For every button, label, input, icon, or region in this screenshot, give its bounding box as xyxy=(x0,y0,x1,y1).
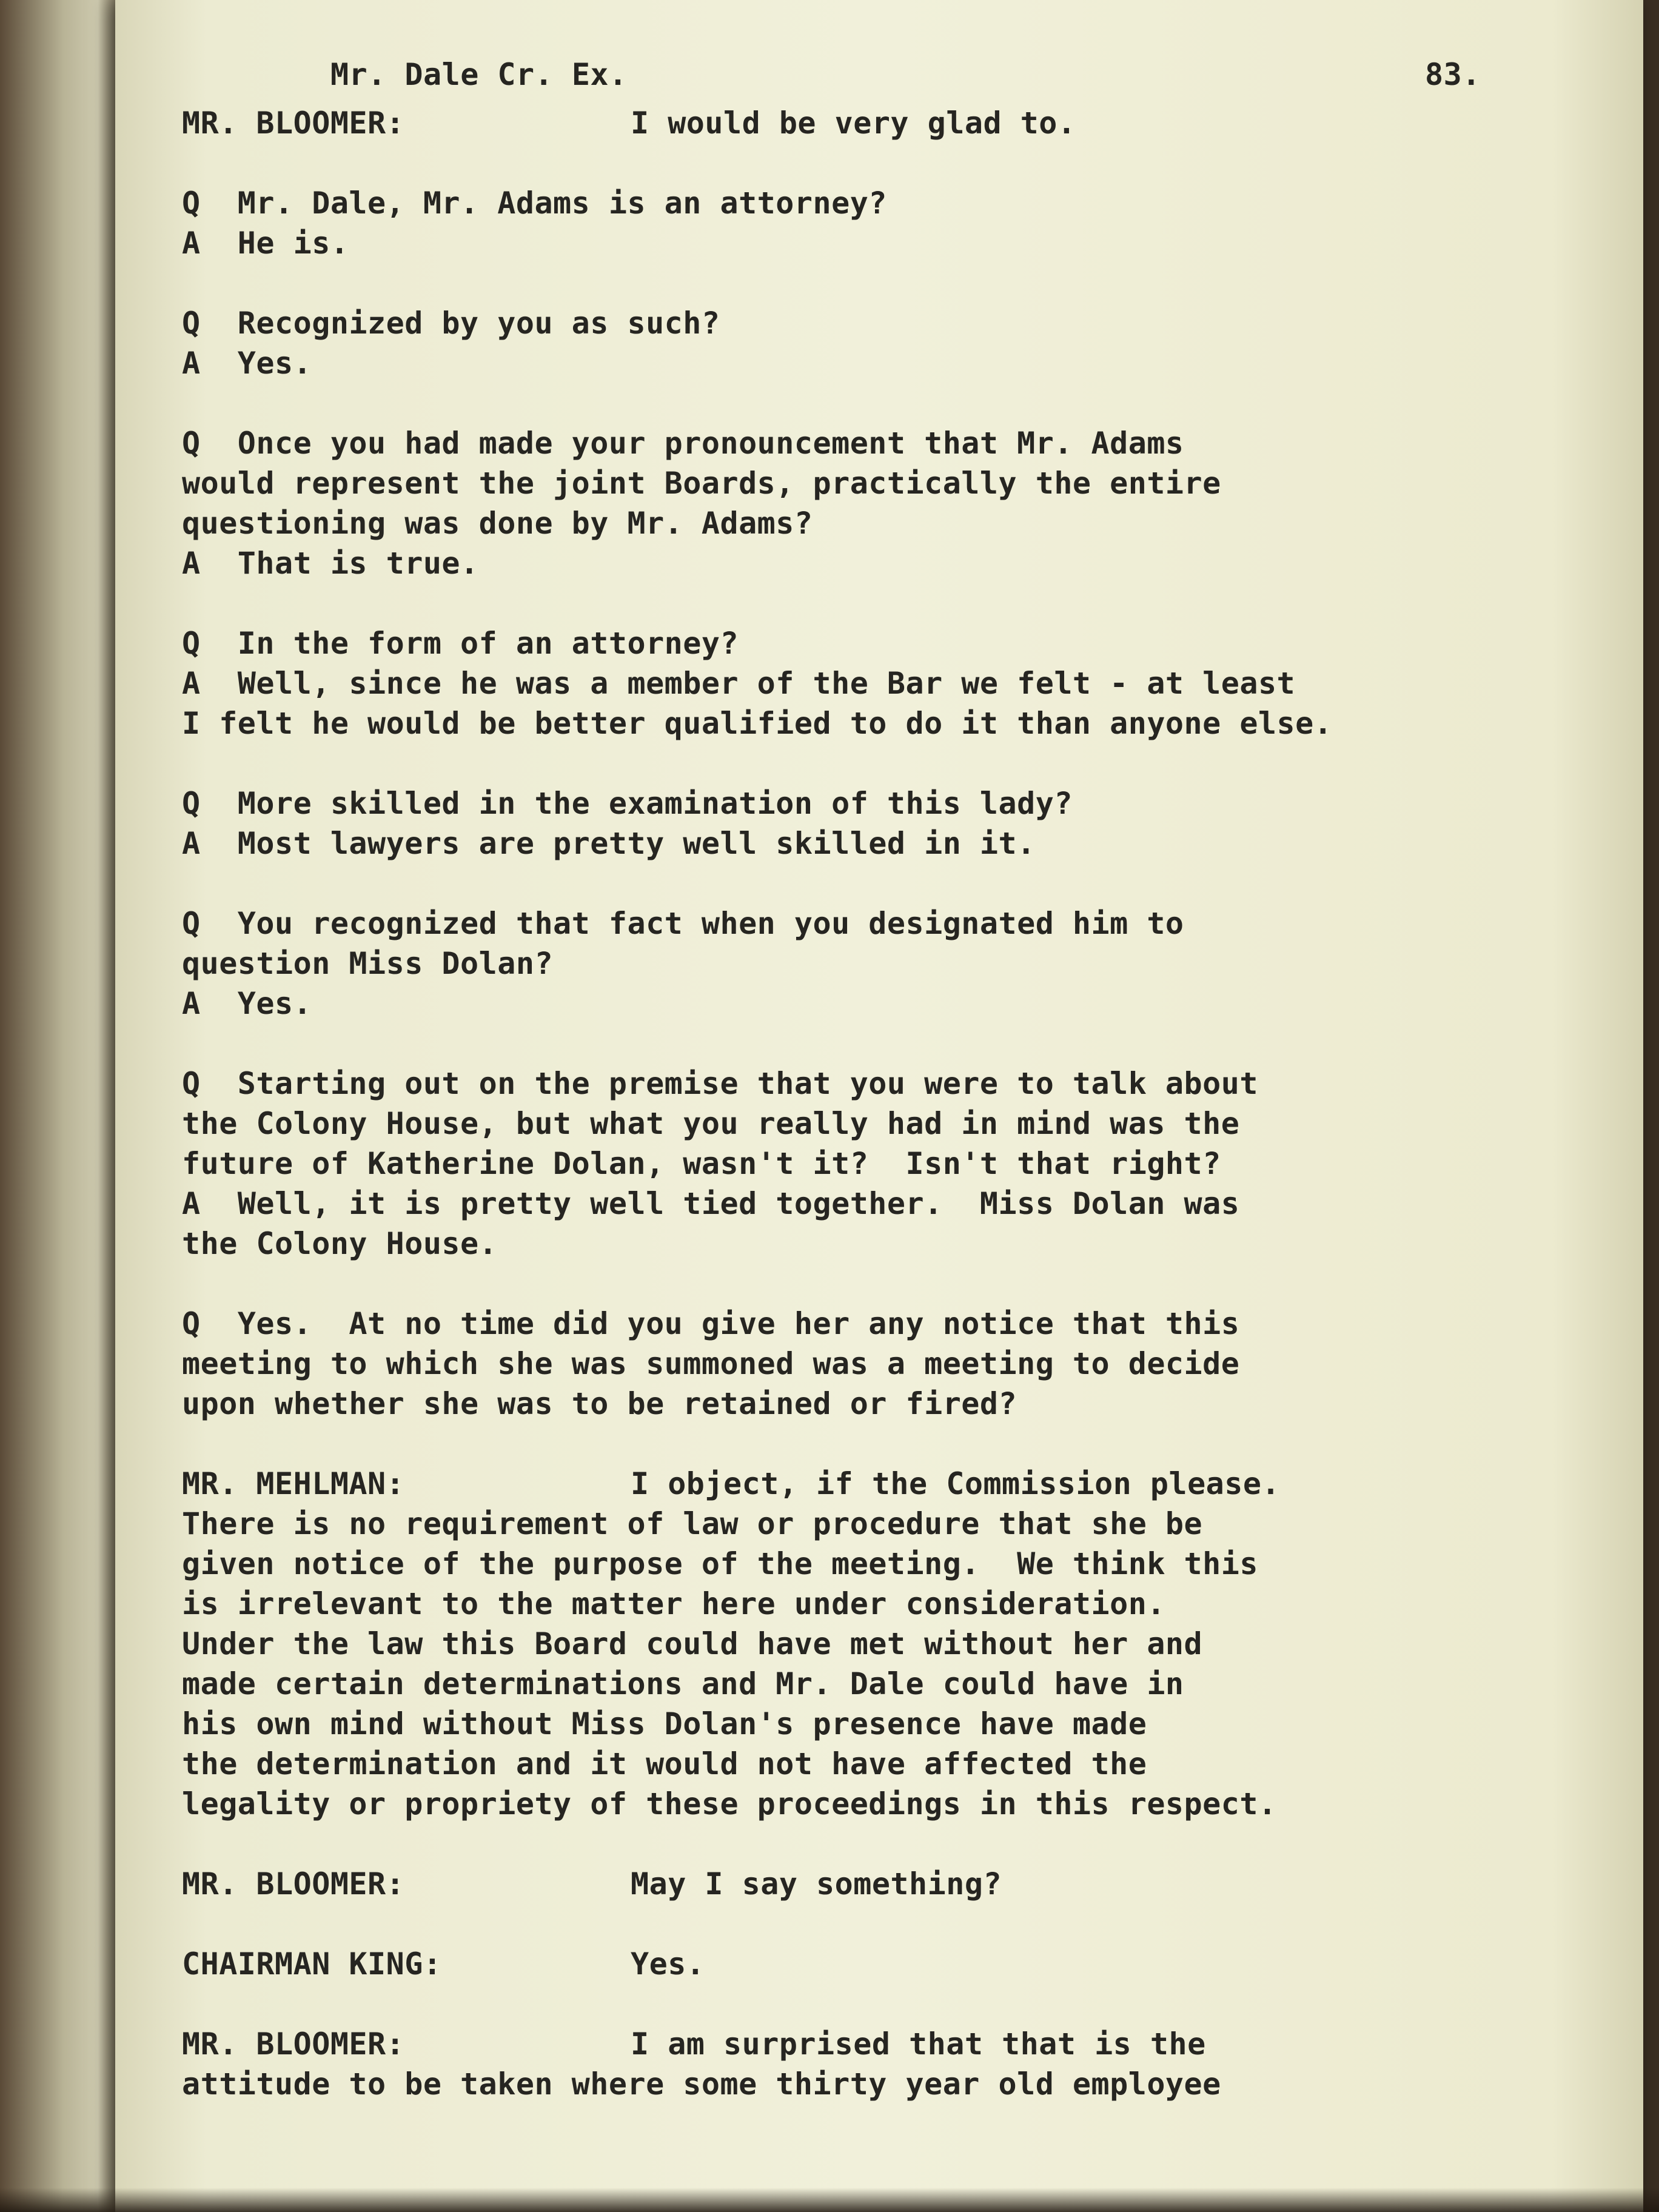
transcript-line: the Colony House, but what you really had in mind was the xyxy=(182,1106,1240,1141)
transcript-block xyxy=(182,183,1613,263)
transcript-line: attitude to be taken where some thirty year old employee xyxy=(182,2066,1221,2102)
transcript-line: A Well, since he was a member of the Bar we felt - at least xyxy=(182,666,1296,701)
transcript-line: his own mind without Miss Dolan's presence have made xyxy=(182,1706,1147,1741)
transcript-line: A Most lawyers are pretty well skilled in it. xyxy=(182,826,1036,861)
transcript-line: the determination and it would not have affected the xyxy=(182,1746,1147,1781)
transcript-line: A That is true. xyxy=(182,546,479,581)
transcript-line: A Yes. xyxy=(182,986,312,1021)
transcript-block xyxy=(182,623,1613,743)
transcript-line: There is no requirement of law or procedure that she be xyxy=(182,1506,1203,1541)
transcript-line: A He is. xyxy=(182,226,349,261)
transcript-block xyxy=(182,303,1613,383)
transcript-block xyxy=(182,1464,1613,1824)
speaker-text: Yes. xyxy=(631,1946,705,1982)
speaker-text: May I say something? xyxy=(631,1866,1002,1902)
speaker-text: I object, if the Commission please. xyxy=(631,1466,1281,1501)
transcript-line: Q Once you had made your pronouncement that Mr. Adams xyxy=(182,426,1184,461)
speaker-name: MR. MEHLMAN: xyxy=(182,1466,405,1501)
transcript-block xyxy=(182,903,1613,1024)
transcript-text xyxy=(182,55,1613,2144)
bottom-shadow xyxy=(0,2188,1659,2212)
transcript-line: question Miss Dolan? xyxy=(182,946,554,981)
transcript-line: would represent the joint Boards, practically the entire xyxy=(182,466,1221,501)
transcript-line: Q Starting out on the premise that you were to talk about xyxy=(182,1066,1258,1101)
transcript-block xyxy=(182,1064,1613,1264)
speaker-text: I am surprised that that is the xyxy=(631,2026,1206,2062)
transcript-line: I felt he would be better qualified to do it than anyone else. xyxy=(182,706,1333,741)
transcript-line: A Yes. xyxy=(182,346,312,381)
speaker-line xyxy=(182,1864,1613,1904)
header-title: Mr. Dale Cr. Ex. xyxy=(330,57,628,92)
transcript-line: questioning was done by Mr. Adams? xyxy=(182,506,813,541)
transcript-line: future of Katherine Dolan, wasn't it? Isn't that right? xyxy=(182,1146,1221,1181)
transcript-line: Under the law this Board could have met without her and xyxy=(182,1626,1203,1661)
transcript-block xyxy=(182,783,1613,863)
speaker-name: CHAIRMAN KING: xyxy=(182,1946,442,1982)
book-binding-edge xyxy=(0,0,115,2212)
transcript-block xyxy=(182,1304,1613,1424)
transcript-line: Q More skilled in the examination of this lady? xyxy=(182,786,1073,821)
transcript-line: the Colony House. xyxy=(182,1226,498,1261)
transcript-line: upon whether she was to be retained or fired? xyxy=(182,1386,1017,1421)
transcript-line: Q Recognized by you as such? xyxy=(182,306,720,341)
transcript-block xyxy=(182,1864,1613,1904)
transcript-line: Q In the form of an attorney? xyxy=(182,626,739,661)
transcript-block xyxy=(182,2024,1613,2104)
page-number: 83. xyxy=(1425,57,1481,92)
speaker-name: MR. BLOOMER: xyxy=(182,1866,405,1902)
transcript-line: A Well, it is pretty well tied together. Miss Dolan was xyxy=(182,1186,1240,1221)
transcript-block xyxy=(182,423,1613,583)
transcript-block xyxy=(182,1944,1613,1984)
transcript-line: legality or propriety of these proceedings in this respect. xyxy=(182,1786,1277,1822)
transcript-line: Q Mr. Dale, Mr. Adams is an attorney? xyxy=(182,186,887,221)
transcript-line: made certain determinations and Mr. Dale could have in xyxy=(182,1666,1184,1701)
speaker-line xyxy=(182,103,1613,143)
speaker-name: MR. BLOOMER: xyxy=(182,2026,405,2062)
speaker-text: I would be very glad to. xyxy=(631,106,1076,141)
transcript-block xyxy=(182,103,1613,143)
speaker-line xyxy=(182,2024,1613,2064)
speaker-line xyxy=(182,1464,1613,1504)
speaker-line xyxy=(182,1944,1613,1984)
speaker-name: MR. BLOOMER: xyxy=(182,106,405,141)
page-header xyxy=(182,55,1613,103)
transcript-line: Q You recognized that fact when you designated him to xyxy=(182,906,1184,941)
transcript-line: given notice of the purpose of the meeting. We think this xyxy=(182,1546,1258,1581)
transcript-line: is irrelevant to the matter here under consideration. xyxy=(182,1586,1165,1621)
transcript-line: Q Yes. At no time did you give her any notice that this xyxy=(182,1306,1240,1341)
transcript-line: meeting to which she was summoned was a meeting to decide xyxy=(182,1346,1240,1381)
